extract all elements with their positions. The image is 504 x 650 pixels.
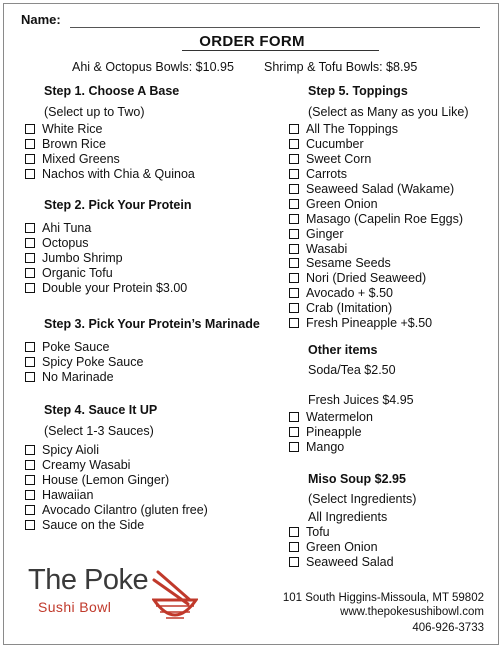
option-label: Crab (Imitation) — [306, 301, 393, 316]
list-item[interactable] — [289, 167, 463, 182]
checkbox[interactable] — [25, 238, 35, 248]
option-label: Jumbo Shrimp — [42, 251, 123, 266]
option-label: Green Onion — [306, 540, 378, 555]
option-label: Mixed Greens — [42, 152, 120, 167]
list-item[interactable] — [25, 236, 187, 251]
list-item[interactable] — [25, 152, 195, 167]
checkbox[interactable] — [289, 318, 299, 328]
option-label: Carrots — [306, 167, 347, 182]
option-label: Spicy Poke Sauce — [42, 355, 144, 370]
checkbox[interactable] — [25, 460, 35, 470]
miso-soup-heading: Miso Soup $2.95 — [308, 472, 406, 486]
list-item[interactable] — [25, 266, 187, 281]
list-item[interactable] — [25, 473, 208, 488]
checkbox[interactable] — [25, 268, 35, 278]
option-label: Nori (Dried Seaweed) — [306, 271, 427, 286]
checkbox[interactable] — [25, 475, 35, 485]
name-field-line[interactable] — [70, 27, 480, 28]
option-label: Pineapple — [306, 425, 362, 440]
step5-heading: Step 5. Toppings — [308, 84, 408, 98]
list-item[interactable] — [289, 425, 373, 440]
option-label: Wasabi — [306, 241, 348, 256]
step3-list — [25, 340, 143, 385]
checkbox[interactable] — [25, 154, 35, 164]
checkbox[interactable] — [25, 169, 35, 179]
list-item[interactable] — [25, 340, 143, 355]
list-item[interactable] — [25, 503, 208, 518]
miso-note: (Select Ingredients) — [308, 492, 417, 506]
option-label: Hawaiian — [42, 488, 94, 503]
checkbox[interactable] — [25, 124, 35, 134]
option-label: Brown Rice — [42, 137, 106, 152]
checkbox[interactable] — [25, 445, 35, 455]
list-item[interactable] — [25, 517, 208, 532]
option-label: Masago (Capelin Roe Eggs) — [306, 211, 464, 226]
checkbox[interactable] — [289, 229, 299, 239]
option-label: Spicy Aioli — [42, 443, 99, 458]
logo-subtitle: Sushi Bowl — [38, 599, 112, 615]
store-address: 101 South Higgins-Missoula, MT 59802 — [282, 592, 484, 604]
checkbox[interactable] — [289, 303, 299, 313]
checkbox[interactable] — [25, 342, 35, 352]
list-item[interactable] — [289, 211, 463, 226]
list-item[interactable] — [289, 256, 463, 271]
checkbox[interactable] — [289, 557, 299, 567]
list-item[interactable] — [25, 488, 208, 503]
list-item[interactable] — [289, 301, 463, 316]
checkbox[interactable] — [25, 139, 35, 149]
checkbox[interactable] — [25, 372, 35, 382]
checkbox[interactable] — [25, 223, 35, 233]
list-item[interactable] — [25, 443, 208, 458]
name-label: Name: — [21, 12, 61, 27]
list-item[interactable] — [289, 122, 463, 137]
checkbox[interactable] — [25, 357, 35, 367]
option-label: Watermelon — [306, 410, 373, 425]
option-label: No Marinade — [42, 370, 114, 385]
list-item[interactable] — [289, 196, 463, 211]
option-label: Nachos with Chia & Quinoa — [42, 167, 195, 182]
checkbox[interactable] — [289, 214, 299, 224]
option-label: Tofu — [306, 525, 330, 540]
list-item[interactable] — [25, 122, 195, 137]
checkbox[interactable] — [289, 542, 299, 552]
miso-all-ingredients: All Ingredients — [308, 510, 388, 524]
list-item[interactable] — [289, 286, 463, 301]
juices-list — [289, 410, 373, 455]
list-item[interactable] — [25, 167, 195, 182]
option-label: All The Toppings — [306, 122, 398, 137]
other-items-heading: Other items — [308, 343, 378, 357]
step1-list — [25, 122, 195, 182]
checkbox[interactable] — [289, 288, 299, 298]
step1-note: (Select up to Two) — [44, 105, 145, 119]
option-label: Sweet Corn — [306, 152, 372, 167]
list-item[interactable] — [289, 226, 463, 241]
list-item[interactable] — [25, 355, 143, 370]
checkbox[interactable] — [289, 199, 299, 209]
option-label: Avocado + $.50 — [306, 286, 393, 301]
checkbox[interactable] — [289, 184, 299, 194]
list-item[interactable] — [289, 182, 463, 197]
option-label: Green Onion — [306, 196, 378, 211]
option-label: Sesame Seeds — [306, 256, 391, 271]
soda-tea-price: Soda/Tea $2.50 — [308, 363, 396, 377]
list-item[interactable] — [289, 152, 463, 167]
step4-list — [25, 443, 208, 532]
checkbox[interactable] — [289, 427, 299, 437]
option-label: Cucumber — [306, 137, 364, 152]
checkbox[interactable] — [289, 124, 299, 134]
step5-list — [289, 122, 463, 330]
list-item[interactable] — [289, 271, 463, 286]
list-item[interactable] — [289, 555, 394, 570]
checkbox[interactable] — [25, 505, 35, 515]
list-item[interactable] — [25, 281, 187, 296]
logo-wordmark: The Poke — [28, 564, 149, 596]
checkbox[interactable] — [25, 253, 35, 263]
price-ahi-octopus: Ahi & Octopus Bowls: $10.95 — [72, 60, 234, 74]
checkbox[interactable] — [289, 169, 299, 179]
checkbox[interactable] — [25, 520, 35, 530]
option-label: Seaweed Salad (Wakame) — [306, 182, 455, 196]
list-item[interactable] — [289, 316, 463, 331]
list-item[interactable] — [25, 221, 187, 236]
list-item[interactable] — [289, 540, 394, 555]
list-item[interactable] — [25, 137, 195, 152]
option-label: Organic Tofu — [42, 266, 113, 281]
checkbox[interactable] — [25, 490, 35, 500]
checkbox[interactable] — [289, 412, 299, 422]
miso-list — [289, 525, 394, 570]
step4-heading: Step 4. Sauce It UP — [44, 403, 158, 417]
checkbox[interactable] — [289, 527, 299, 537]
checkbox[interactable] — [289, 273, 299, 283]
store-website: www.thepokesushibowl.com — [340, 606, 484, 618]
step5-note: (Select as Many as you Like) — [308, 105, 469, 119]
checkbox[interactable] — [289, 258, 299, 268]
bowl-chopsticks-icon — [152, 570, 198, 628]
step4-note: (Select 1-3 Sauces) — [44, 424, 154, 438]
checkbox[interactable] — [289, 154, 299, 164]
step1-heading: Step 1. Choose A Base — [44, 84, 180, 98]
option-label: Octopus — [42, 236, 89, 251]
list-item[interactable] — [289, 137, 463, 152]
step2-heading: Step 2. Pick Your Protein — [44, 198, 192, 212]
option-label: Fresh Pineapple +$.50 — [306, 316, 433, 331]
price-shrimp-tofu: Shrimp & Tofu Bowls: $8.95 — [264, 60, 418, 74]
checkbox[interactable] — [289, 244, 299, 254]
list-item[interactable] — [289, 440, 373, 455]
option-label: White Rice — [42, 122, 103, 137]
list-item[interactable] — [289, 525, 394, 540]
checkbox[interactable] — [289, 442, 299, 452]
list-item[interactable] — [289, 410, 373, 425]
option-label: Creamy Wasabi — [42, 458, 131, 473]
option-label: Avocado Cilantro (gluten free) — [42, 503, 208, 517]
option-label: Ahi Tuna — [42, 221, 92, 236]
title-underline — [182, 50, 379, 51]
list-item[interactable] — [25, 458, 208, 473]
option-label: Poke Sauce — [42, 340, 110, 355]
form-title: ORDER FORM — [199, 33, 305, 50]
checkbox[interactable] — [25, 283, 35, 293]
option-label: Double your Protein $3.00 — [42, 281, 188, 295]
step2-list — [25, 221, 187, 295]
store-phone: 406-926-3733 — [412, 622, 484, 634]
list-item[interactable] — [25, 370, 143, 385]
option-label: Ginger — [306, 226, 344, 241]
fresh-juices-label: Fresh Juices $4.95 — [308, 393, 414, 407]
option-label: Mango — [306, 440, 345, 455]
step3-heading: Step 3. Pick Your Protein’s Marinade — [44, 317, 260, 331]
list-item[interactable] — [289, 241, 463, 256]
checkbox[interactable] — [289, 139, 299, 149]
list-item[interactable] — [25, 251, 187, 266]
option-label: Seaweed Salad — [306, 555, 394, 570]
option-label: Sauce on the Side — [42, 517, 145, 532]
option-label: House (Lemon Ginger) — [42, 473, 170, 488]
